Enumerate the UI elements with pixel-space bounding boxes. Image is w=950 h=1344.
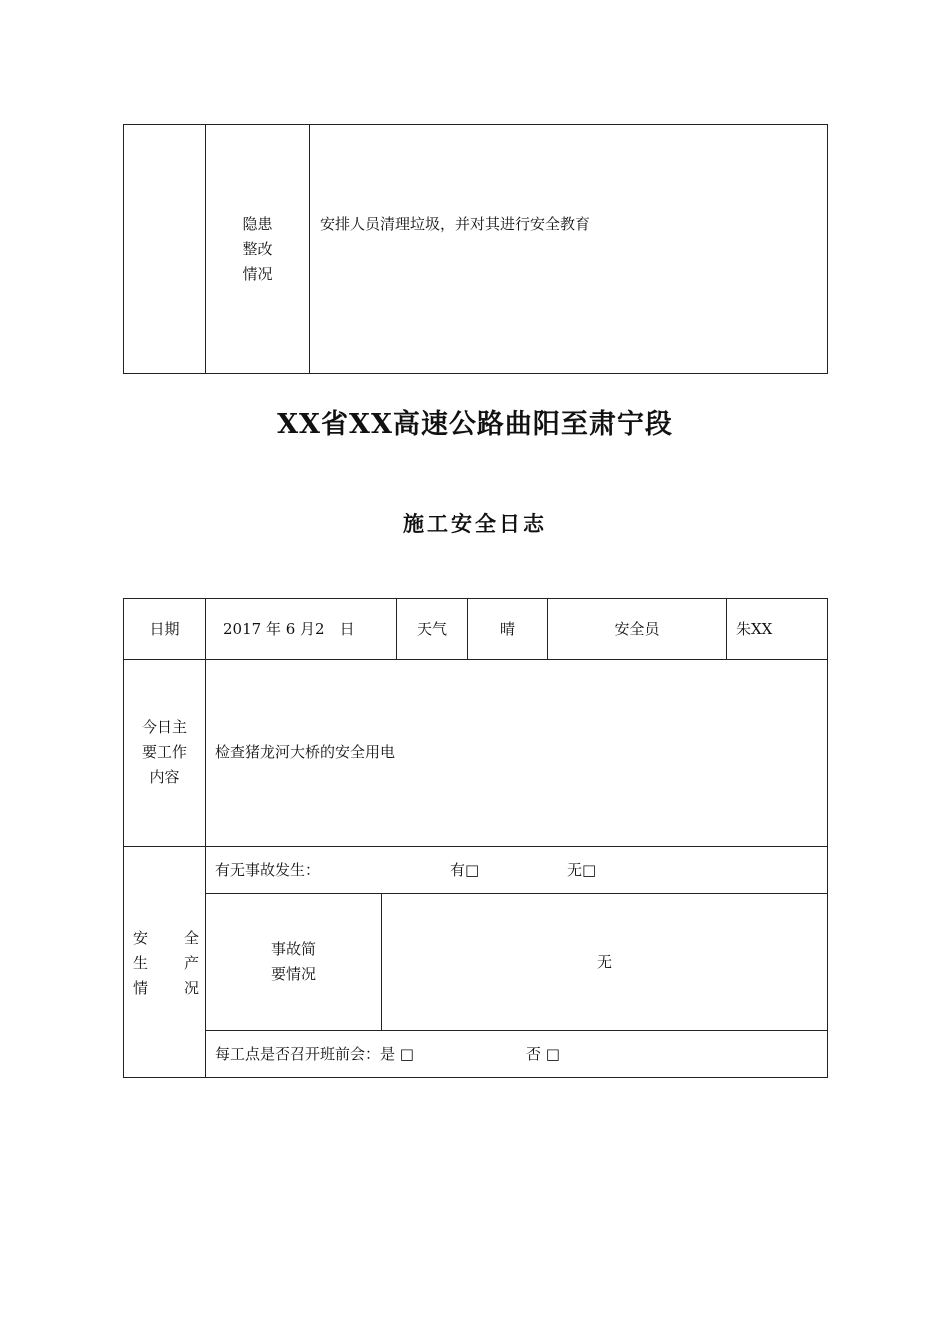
weather-value: 晴 — [499, 620, 515, 638]
hazard-rectification-content: 安排人员清理垃圾，并对其进行安全教育 — [320, 215, 591, 233]
date-label: 日期 — [149, 620, 180, 638]
table-row-divider — [205, 893, 828, 894]
hazard-rectification-label: 隐患 整改 情况 — [242, 215, 273, 283]
document-subtitle: 施工安全日志 — [403, 511, 547, 536]
safety-officer-value: 朱XX — [736, 620, 773, 638]
accident-no-checkbox[interactable]: 无□ — [567, 861, 597, 879]
accident-yes-checkbox[interactable]: 有□ — [450, 861, 480, 879]
safety-production-label-row: 安 全 — [133, 929, 199, 947]
accident-question: 有无事故发生： — [215, 861, 321, 879]
safety-production-label-row: 生 产 — [133, 954, 199, 972]
table-row-divider — [123, 846, 828, 847]
weather-label: 天气 — [416, 620, 447, 638]
safety-officer-label: 安全员 — [614, 620, 660, 638]
table-divider — [205, 598, 206, 1078]
work-content-value: 检查猪龙河大桥的安全用电 — [215, 743, 396, 761]
table-divider — [309, 124, 310, 374]
document-title: XX省XX高速公路曲阳至肃宁段 — [277, 409, 673, 440]
safety-production-label-row: 情 况 — [133, 979, 199, 997]
table-row-divider — [123, 659, 828, 660]
table-row-divider — [205, 1030, 828, 1031]
safety-log-table — [123, 598, 828, 1078]
accident-summary-label: 事故简 要情况 — [270, 940, 316, 983]
work-content-label: 今日主 要工作 内容 — [141, 718, 187, 786]
accident-summary-value: 无 — [596, 953, 612, 971]
pre-shift-meeting-yes[interactable]: 每工点是否召开班前会：是 □ — [215, 1045, 414, 1063]
pre-shift-meeting-no[interactable]: 否 □ — [526, 1045, 560, 1063]
table-divider — [726, 598, 727, 660]
date-value: 2017 年 6 月2 日 — [223, 620, 355, 638]
